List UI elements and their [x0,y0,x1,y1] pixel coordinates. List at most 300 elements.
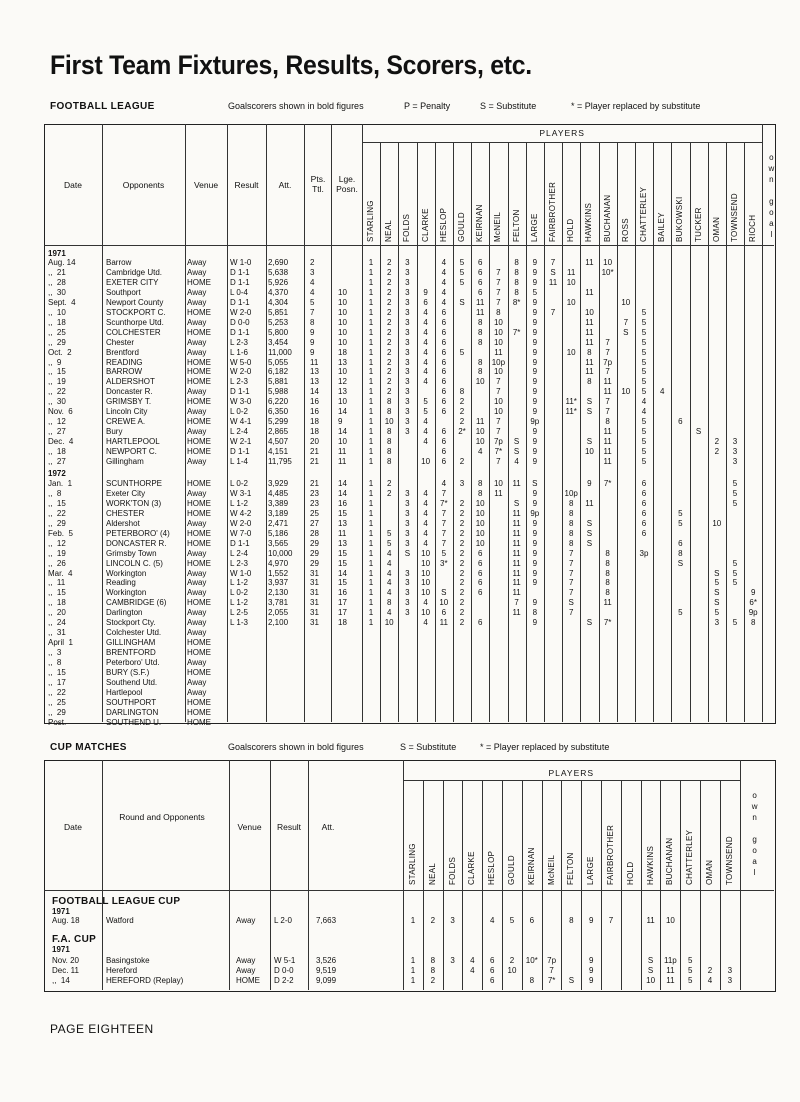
fixture-result: L 1-6 [230,347,248,357]
player-appearance: 3 [405,538,410,548]
player-appearance: 1 [368,558,374,568]
fixture-opponent: LINCOLN C. (5) [106,558,163,568]
player-name-chatterley: CHATTERLEY [639,186,648,242]
fixture-venue: HOME [187,668,211,677]
player-appearance: 8 [605,558,610,568]
cup-player-name-folds: FOLDS [447,856,457,885]
cup-players-header-line [403,780,740,781]
fixture-opponent: Reading [106,578,136,588]
player-appearance: 8 [750,618,756,628]
header-league-position: Lge. Posn. [336,174,358,194]
cup-player-column-divider [660,780,661,990]
player-appearance: 6 [441,457,447,466]
player-name-hold: HOLD [566,218,576,242]
player-appearance: 1 [368,498,374,508]
cup-attendance: 3,526 [316,956,337,965]
fixture-points: 29 [310,538,319,548]
cup-column-divider [308,760,309,990]
player-appearance: 2 [459,498,465,508]
league-column-divider [185,124,186,722]
league-note: Goalscorers shown in bold figures [228,101,364,111]
fixture-date: ,, 22 [48,387,66,397]
fixture-venue: HOME [187,528,211,538]
fixture-points: 31 [310,608,319,618]
cup-player-appearance: 2 [707,966,713,975]
competition-league-cup: FOOTBALL LEAGUE CUP [52,896,181,907]
player-appearance: 4 [386,548,392,558]
player-appearance: 4 [441,478,447,488]
fixture-attendance: 5,988 [268,387,289,397]
player-appearance: 1 [368,337,374,347]
fixture-league-position: 18 [338,618,347,628]
player-appearance: 9 [532,558,538,568]
player-appearance: 6 [441,447,447,457]
fixture-points: 31 [310,588,319,598]
player-appearance: 3 [405,498,410,508]
player-appearance: 8 [605,548,610,558]
fixture-attendance: 2,865 [268,427,289,437]
fixture-points: 31 [310,578,319,588]
cup-result: L 2-0 [274,916,292,925]
fixture-date: ,, 12 [48,538,66,548]
fixture-date: ,, 29 [48,337,66,347]
player-column-divider [617,142,618,722]
cup-player-column-divider [601,780,602,990]
player-appearance: 6 [441,427,447,437]
player-appearance: 6 [477,267,483,277]
player-appearance: 10 [421,457,431,466]
fixture-league-position: 10 [338,437,347,447]
fixture-venue: HOME [187,277,211,287]
fixture-opponent: WORK'TON (3) [106,498,162,508]
player-appearance: 8 [605,588,610,598]
fixture-opponent: Peterboro' Utd. [106,658,160,668]
player-appearance: 2 [459,417,465,427]
player-appearance: 11 [585,317,594,327]
player-appearance: 3* [440,558,448,568]
fixture-result: W 3-1 [230,488,252,498]
player-appearance: 5 [532,287,538,297]
fixture-opponent: Colchester Utd. [106,628,162,638]
fixture-attendance: 5,186 [268,528,289,538]
cup-date: Nov. 20 [52,956,79,965]
player-column-divider [690,142,691,722]
own-goal-letter: a [769,219,774,228]
header-opponents: Opponents [122,180,165,190]
player-appearance: 11 [548,277,558,287]
cup-player-appearance: 11 [666,976,675,985]
cup-attendance: 7,663 [316,916,337,925]
player-appearance: 1 [368,297,374,307]
cup-player-name-oman: OMAN [705,859,714,885]
player-appearance: S [623,327,629,337]
player-appearance: 6 [441,317,447,327]
player-name-bukowski: BUKOWSKI [675,196,685,242]
player-appearance: 8 [568,538,574,548]
fixture-date: ,, 3 [48,648,62,658]
player-column-divider [453,142,454,722]
player-appearance: 3 [732,457,738,466]
player-appearance: 8 [514,277,519,287]
fixture-result: L 1-3 [230,618,248,628]
league-column-divider [227,124,228,722]
fixture-venue: HOME [187,307,211,317]
fixture-result: L 1-2 [230,598,248,608]
player-appearance: S [695,427,702,437]
player-appearance: 9 [532,548,538,558]
fixture-result: W 4-1 [230,417,252,427]
fixture-opponent: PETERBORO' (4) [106,528,170,538]
player-appearance: 1 [368,457,374,466]
player-appearance: 6 [441,347,447,357]
player-appearance: 1 [368,608,374,618]
player-appearance: 7 [568,588,574,598]
fixture-venue: HOME [187,367,211,377]
player-appearance: 9 [532,447,538,457]
fixture-date: ,, 28 [48,277,66,287]
fixture-result: L 0-2 [230,407,248,417]
player-appearance: 4 [514,457,519,466]
player-appearance: 8 [386,397,392,407]
cup-player-appearance: 6 [489,966,495,975]
player-appearance: 5 [459,258,465,267]
player-appearance: 4 [423,367,428,377]
player-appearance: S [586,397,593,407]
cup-column-divider [229,760,230,990]
player-appearance: 2 [459,407,465,417]
player-appearance: 6 [477,588,483,598]
player-column-divider [417,142,418,722]
player-appearance: 8 [386,457,392,466]
player-appearance: 8 [605,568,610,578]
cup-player-appearance: 11 [666,966,675,975]
fixture-opponent: CHESTER [106,508,145,518]
fixture-attendance: 4,507 [268,437,289,447]
league-column-divider [266,124,267,722]
player-appearance: 2 [459,588,465,598]
player-appearance: 8 [605,417,610,427]
player-appearance: 6 [477,558,483,568]
player-appearance: 3 [405,327,410,337]
player-appearance: 3 [405,608,410,618]
player-column-divider [599,142,600,722]
fixture-points: 4 [310,277,315,287]
cup-player-name-keirnan: KEIRNAN [526,847,536,885]
own-goal-letter: l [770,230,773,239]
fixture-result: W 4-2 [230,508,252,518]
cup-player-appearance: 9 [588,966,594,975]
player-appearance: 5 [732,558,738,568]
fixture-opponent: BARROW [106,367,142,377]
cup-date: ,, 14 [52,976,70,985]
player-name-oman: OMAN [711,216,721,242]
fixture-date: Oct. 2 [48,347,72,357]
player-name-mcneil: McNEIL [493,211,503,242]
player-appearance: 7 [550,307,556,317]
fixture-league-position: 14 [338,427,347,437]
player-appearance: 11 [494,488,503,498]
player-appearance: 11 [512,508,521,518]
cup-player-appearance: 10* [525,956,538,965]
player-column-divider [380,142,381,722]
fixture-attendance: 4,151 [268,447,289,457]
player-appearance: 7* [603,478,612,488]
player-appearance: 9 [532,538,538,548]
player-appearance: 7 [605,407,610,417]
cup-player-appearance: 3 [727,966,733,975]
player-appearance: 11 [512,478,521,488]
cup-player-appearance: 4 [470,966,475,975]
fixture-points: 23 [310,488,319,498]
fixture-points: 16 [310,407,319,417]
cup-venue: HOME [236,976,260,985]
player-appearance: 9p [748,608,758,618]
fixture-points: 23 [310,498,319,508]
player-appearance: 10 [421,578,431,588]
player-appearance: 9 [532,407,538,417]
player-appearance: 3 [405,518,410,528]
player-appearance: 8 [568,528,574,538]
player-appearance: 7 [568,558,574,568]
fixture-result: D 0-0 [230,317,250,327]
year-1972: 1972 [48,468,66,478]
fixture-result: W 2-0 [230,367,252,377]
player-appearance: 9 [532,528,538,538]
player-appearance: 2 [459,457,465,466]
player-appearance: 11 [512,548,521,558]
player-appearance: 6 [641,508,647,518]
fixture-venue: Away [187,658,207,668]
cup-player-appearance: S [647,956,654,965]
fixture-league-position: 13 [338,357,347,367]
fixture-opponent: SOUTHEND U. [106,717,162,727]
player-appearance: 4 [423,437,428,447]
player-appearance: 4 [423,327,428,337]
player-appearance: 7 [623,317,629,327]
fixture-result: W 7-0 [230,528,252,538]
player-appearance: 11 [603,437,612,447]
player-name-ross: ROSS [620,218,630,242]
fixture-venue: Away [187,687,207,697]
fixture-date: ,, 27 [48,457,66,466]
fixture-date: ,, 22 [48,687,66,697]
fixture-opponent: BURY (S.F.) [106,668,150,677]
fixture-attendance: 3,389 [268,498,289,508]
player-appearance: 7 [441,488,447,498]
player-appearance: 3 [405,417,410,427]
fixture-opponent: Hartlepool [106,687,143,697]
fixture-league-position: 13 [338,387,347,397]
player-appearance: 9 [532,397,538,407]
fixture-attendance: 1,552 [268,568,289,578]
fixture-opponent: Scunthorpe Utd. [106,317,164,327]
player-appearance: 6 [441,397,447,407]
fixture-date: Sept. 4 [48,297,76,307]
fixture-date: Feb. 5 [48,528,73,538]
player-appearance: 5 [641,417,647,427]
fixture-date: Jan. 1 [48,478,73,488]
fixture-attendance: 5,299 [268,417,289,427]
fixture-league-position: 10 [338,367,347,377]
player-appearance: 6 [441,327,447,337]
player-appearance: 5 [441,548,447,558]
player-appearance: 2 [459,538,465,548]
player-appearance: 9 [532,498,538,508]
player-appearance: 8 [678,548,683,558]
player-appearance: 2 [459,578,465,588]
fixture-result: L 1-4 [230,457,248,466]
player-appearance: 11 [585,258,594,267]
player-appearance: 6 [441,377,447,387]
fixture-attendance: 5,926 [268,277,289,287]
cup-opponent: Hereford [106,966,138,975]
player-appearance: 11 [603,387,612,397]
player-appearance: 4 [477,447,483,457]
player-appearance: 4 [423,417,428,427]
player-appearance: 5 [386,538,392,548]
player-appearance: 4 [423,337,428,347]
player-appearance: 1 [368,317,374,327]
player-appearance: 1 [368,488,374,498]
player-appearance: 10 [475,498,485,508]
player-appearance: 7 [568,548,574,558]
cup-player-name-starling: STARLING [408,843,417,885]
player-name-tucker: TUCKER [693,207,703,242]
player-appearance: 1 [368,508,374,518]
player-appearance: S [586,518,593,528]
player-appearance: 5 [459,347,465,357]
player-appearance: 11 [585,287,594,297]
player-appearance: 2 [386,377,392,387]
fixture-league-position: 10 [338,337,347,347]
fixture-attendance: 11,795 [268,457,292,466]
fixture-points: 28 [310,528,319,538]
player-appearance: S [513,447,520,457]
player-appearance: 2 [386,347,392,357]
player-appearance: 11 [494,347,503,357]
fixture-league-position: 13 [338,518,347,528]
player-appearance: 10 [384,417,394,427]
cup-player-name-large: LARGE [586,856,596,885]
player-appearance: S [550,267,556,277]
player-appearance: 7 [441,518,447,528]
player-name-felton: FELTON [511,209,521,242]
player-appearance: 4 [423,307,428,317]
player-appearance: 4 [423,508,428,518]
fixture-attendance: 6,350 [268,407,289,417]
cup-player-column-divider [542,780,543,990]
fixture-points: 13 [310,367,319,377]
fixture-league-position: 15 [338,558,347,568]
player-appearance: 9 [532,427,538,437]
player-appearance: 11 [512,568,521,578]
player-appearance: S [404,548,411,558]
player-appearance: 8 [477,478,483,488]
cup-player-column-divider [641,780,642,990]
cup-own-goal-letter: g [752,835,757,844]
legend-penalty: P = Penalty [404,101,451,111]
player-appearance: 10 [566,277,576,287]
player-appearance: 7 [550,258,556,267]
cup-player-column-divider [482,780,483,990]
player-appearance: 7 [605,367,610,377]
player-appearance: 7 [441,538,447,548]
fixture-venue: Away [187,387,207,397]
player-appearance: 6 [441,387,447,397]
player-appearance: 11 [512,518,521,528]
cup-column-divider [403,760,404,990]
player-appearance: 3 [732,447,738,457]
player-appearance: 5 [641,377,647,387]
cup-player-appearance: 1 [410,966,416,975]
player-appearance: 11 [439,618,448,628]
fixture-points: 29 [310,548,319,558]
league-header-bottom-line [44,245,774,246]
player-appearance: 8 [386,427,392,437]
own-goal-letter: o [769,153,774,162]
fixture-venue: HOME [187,498,211,508]
fixture-points: 13 [310,377,319,387]
fixture-result: W 1-0 [230,568,252,578]
cup-player-name-neal: NEAL [427,862,437,885]
player-appearance: 10 [475,437,485,447]
own-goal-letter: w [768,164,775,173]
player-appearance: 4 [441,258,447,267]
fixture-attendance: 2,055 [268,608,289,618]
player-appearance: 2* [458,427,466,437]
cup-attendance: 9,519 [316,966,337,975]
legend-substitute: S = Substitute [480,101,537,111]
fa-cup-year: 1971 [52,945,70,954]
cup-player-appearance: 7 [549,966,554,975]
player-appearance: 11* [565,397,577,407]
fixture-points: 7 [310,307,315,317]
player-appearance: 7 [496,287,501,297]
player-appearance: 4 [423,347,428,357]
player-appearance: 3 [405,297,410,307]
player-appearance: 8 [477,327,483,337]
fixture-attendance: 3,781 [268,598,289,608]
player-appearance: 5 [641,327,647,337]
player-appearance: 5 [732,618,738,628]
header-result: Result [234,180,259,190]
player-appearance: 8 [477,357,483,367]
fixture-date: ,, 25 [48,697,66,707]
cup-player-column-divider [522,780,523,990]
player-appearance: 8 [477,337,483,347]
player-appearance: 5 [459,277,465,287]
player-appearance: 8 [587,347,592,357]
player-column-divider [708,142,709,722]
fixture-attendance: 3,189 [268,508,289,518]
player-name-hawkins: HAWKINS [584,202,594,242]
cup-player-name-heslop: HESLOP [487,850,497,885]
player-appearance: 1 [368,538,374,548]
fixture-result: W 2-0 [230,307,252,317]
fixture-attendance: 5,881 [268,377,289,387]
cup-player-appearance: 3 [450,956,455,965]
league-column-divider [762,124,763,722]
fixture-points: 5 [310,297,315,307]
player-appearance: 11 [512,528,521,538]
player-appearance: 10 [439,598,449,608]
player-appearance: 11 [512,608,521,618]
player-appearance: S [586,528,593,538]
header-pts-total: Pts. Ttl. [310,174,326,194]
cup-player-appearance: 4 [707,976,713,985]
player-appearance: 11 [585,327,594,337]
player-name-folds: FOLDS [402,213,412,242]
